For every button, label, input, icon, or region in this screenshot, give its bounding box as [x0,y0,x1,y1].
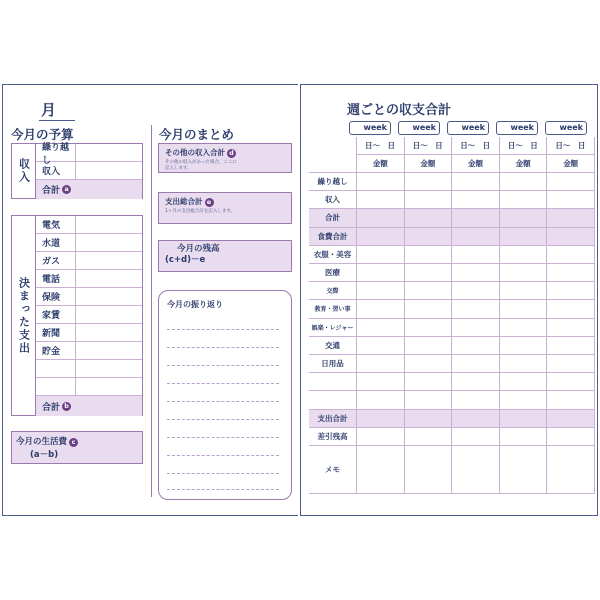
amount-cell[interactable] [357,319,405,337]
fixed-row[interactable] [36,360,142,378]
row-label: 支出合計 [309,410,357,428]
amount-cell[interactable] [405,410,453,428]
week-field[interactable]: week [496,121,538,135]
fixed-row[interactable]: 貯金 [36,342,142,360]
amount-cell[interactable] [500,319,548,337]
amount-cell[interactable] [405,373,453,391]
amount-header: 金額 [357,155,405,173]
date-range-cell[interactable]: 日～ 日 [452,137,500,155]
income-box [11,143,143,199]
amount-cell[interactable] [547,355,595,373]
amount-cell[interactable] [357,228,405,246]
income-row[interactable]: 繰り越し [36,144,142,162]
amount-cell[interactable] [547,428,595,446]
income-total-row[interactable]: 合計 a [36,180,142,199]
expense-total-box[interactable]: 支出総合計 e 1ヶ月の支出総合計を記入します。 [158,192,292,224]
row-label: 教育・習い事 [309,300,357,318]
amount-cell[interactable] [452,300,500,318]
other-income-note: その他の収入があった場合、ここに記入します。 [165,160,237,171]
amount-cell[interactable] [357,246,405,264]
amount-cell[interactable] [500,428,548,446]
amount-cell[interactable] [547,300,595,318]
amount-cell[interactable] [547,264,595,282]
amount-cell[interactable] [452,282,500,300]
amount-header: 金額 [500,155,548,173]
fixed-row[interactable]: 電気 [36,216,142,234]
amount-cell[interactable] [500,173,548,191]
dashed-line [167,437,279,438]
amount-cell[interactable] [405,191,453,209]
amount-cell[interactable] [547,173,595,191]
fixed-row[interactable]: 家賃 [36,306,142,324]
reflection-title: 今月の振り返り [167,300,223,309]
row-label: 合計 [309,209,357,227]
amount-cell[interactable] [500,410,548,428]
living-expense-box[interactable] [11,431,143,464]
amount-cell[interactable] [500,282,548,300]
amount-cell[interactable] [500,228,548,246]
amount-cell[interactable] [500,300,548,318]
amount-cell[interactable] [357,264,405,282]
amount-cell[interactable] [452,228,500,246]
amount-cell[interactable] [547,373,595,391]
amount-cell[interactable] [405,282,453,300]
amount-cell[interactable] [500,446,548,494]
date-range-cell[interactable]: 日～ 日 [500,137,548,155]
fixed-row[interactable]: 保険 [36,288,142,306]
dashed-line [167,473,279,474]
dashed-line [167,383,279,384]
amount-cell[interactable] [357,191,405,209]
amount-cell[interactable] [405,246,453,264]
amount-cell[interactable] [357,373,405,391]
week-field[interactable]: week [349,121,391,135]
row-label: 医療 [309,264,357,282]
row-label: 食費合計 [309,228,357,246]
week-field[interactable]: week [447,121,489,135]
row-label: 繰り越し [309,173,357,191]
dashed-line [167,419,279,420]
badge-d: d [227,149,236,158]
amount-cell[interactable] [405,173,453,191]
corner-cell [309,137,357,173]
amount-cell[interactable] [452,191,500,209]
amount-cell[interactable] [357,428,405,446]
amount-cell[interactable] [547,228,595,246]
amount-cell[interactable] [500,373,548,391]
amount-cell[interactable] [452,410,500,428]
amount-cell[interactable] [500,264,548,282]
balance-formula: (c+d)－e [165,255,206,265]
balance-box[interactable] [158,240,292,272]
living-formula: (a－b) [30,450,59,460]
month-label: 月 [39,99,75,121]
fixed-row[interactable] [36,378,142,396]
amount-cell[interactable] [547,391,595,409]
badge-b: b [62,402,71,411]
row-label: 収入 [309,191,357,209]
amount-cell[interactable] [500,337,548,355]
fixed-expenses-box [11,215,143,416]
fixed-row[interactable]: 水道 [36,234,142,252]
dashed-line [167,401,279,402]
amount-cell[interactable] [452,264,500,282]
row-label: 差引残高 [309,428,357,446]
amount-cell[interactable] [452,246,500,264]
amount-cell[interactable] [452,173,500,191]
other-income-box[interactable]: その他の収入合計 d その他の収入があった場合、ここに記入します。 [158,143,292,173]
amount-cell[interactable] [357,209,405,227]
dashed-line [167,365,279,366]
amount-cell[interactable] [500,191,548,209]
row-label: 日用品 [309,355,357,373]
date-range-cell[interactable]: 日～ 日 [547,137,595,155]
amount-cell[interactable] [500,246,548,264]
row-label: 交通 [309,337,357,355]
fixed-total-row[interactable]: 合計 b [36,396,142,416]
row-label: メモ [309,446,357,494]
weekly-title: 週ごとの収支合計 [347,103,452,118]
amount-cell[interactable] [357,282,405,300]
week-field[interactable]: week [398,121,440,135]
amount-cell[interactable] [452,209,500,227]
amount-cell[interactable] [547,246,595,264]
row-label: 娯楽・レジャー [309,319,357,337]
amount-cell[interactable] [547,410,595,428]
date-range-cell[interactable]: 日～ 日 [357,137,405,155]
amount-cell[interactable] [405,428,453,446]
badge-c: c [69,438,78,447]
amount-cell[interactable] [357,337,405,355]
fixed-row[interactable]: 新聞 [36,324,142,342]
amount-cell[interactable] [357,446,405,494]
amount-cell[interactable] [405,209,453,227]
fixed-side-label: 決まった支出 [12,216,36,415]
amount-cell[interactable] [452,428,500,446]
right-page [300,84,598,516]
amount-cell[interactable] [405,300,453,318]
amount-cell[interactable] [357,410,405,428]
column-divider [151,125,152,497]
badge-e: e [205,198,214,207]
row-label: 交際 [309,282,357,300]
amount-cell[interactable] [547,319,595,337]
badge-a: a [62,185,71,194]
amount-cell[interactable] [500,209,548,227]
amount-cell[interactable] [357,391,405,409]
amount-cell[interactable] [500,355,548,373]
dashed-line [167,455,279,456]
week-field[interactable]: week [545,121,587,135]
amount-header: 金額 [547,155,595,173]
amount-cell[interactable] [405,337,453,355]
amount-cell[interactable] [547,191,595,209]
expense-total-note: 1ヶ月の支出総合計を記入します。 [165,209,236,214]
income-side-label: 収入 [12,144,36,198]
dashed-line [167,489,279,490]
amount-cell[interactable] [547,337,595,355]
amount-cell[interactable] [405,355,453,373]
row-label: 衣服・美容 [309,246,357,264]
row-label [309,373,357,391]
amount-cell[interactable] [405,264,453,282]
amount-cell[interactable] [357,173,405,191]
amount-cell[interactable] [500,391,548,409]
left-page [2,84,298,516]
date-range-cell[interactable]: 日～ 日 [405,137,453,155]
dashed-line [167,329,279,330]
amount-cell[interactable] [405,228,453,246]
summary-title: 今月のまとめ [159,127,235,142]
fixed-row[interactable]: 電話 [36,270,142,288]
amount-cell[interactable] [452,446,500,494]
balance-label: 今月の残高 [177,244,220,254]
amount-cell[interactable] [452,337,500,355]
amount-cell[interactable] [357,355,405,373]
amount-cell[interactable] [405,446,453,494]
reflection-box[interactable] [158,290,292,500]
amount-cell[interactable] [547,282,595,300]
dashed-line [167,347,279,348]
amount-cell[interactable] [452,391,500,409]
amount-cell[interactable] [452,355,500,373]
amount-cell[interactable] [405,319,453,337]
amount-header: 金額 [405,155,453,173]
amount-header: 金額 [452,155,500,173]
amount-cell[interactable] [405,391,453,409]
budget-title: 今月の予算 [11,127,74,142]
amount-cell[interactable] [452,373,500,391]
amount-cell[interactable] [357,300,405,318]
income-row[interactable]: 収入 [36,162,142,180]
amount-cell[interactable] [452,319,500,337]
amount-cell[interactable] [547,446,595,494]
living-label: 今月の生活費 [16,437,68,447]
amount-cell[interactable] [547,209,595,227]
fixed-row[interactable]: ガス [36,252,142,270]
row-label [309,391,357,409]
